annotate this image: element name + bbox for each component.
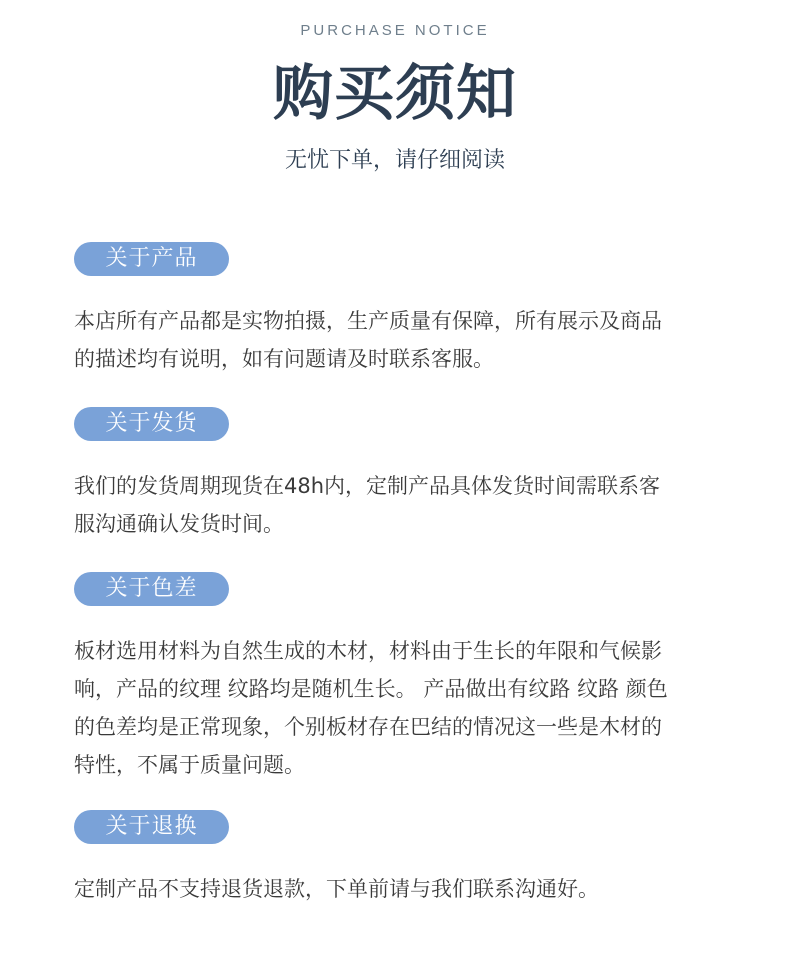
section-body-product — [74, 302, 724, 378]
section-body-shipping — [74, 467, 724, 543]
text-line: 本店所有产品都是实物拍摄，生产质量有保障，所有展示及商品 — [74, 309, 662, 333]
text-line: 的描述均有说明，如有问题请及时联系客服。 — [74, 347, 494, 371]
section-body-color-difference — [74, 632, 724, 784]
text-line: 板材选用材料为自然生成的木材，材料由于生长的年限和气候影 — [74, 639, 662, 663]
text-line: 定制产品不支持退货退款，下单前请与我们联系沟通好。 — [74, 877, 599, 901]
text-line: 的色差均是正常现象，个别板材存在巴结的情况这一些是木材的 — [74, 715, 662, 739]
section-shipping — [74, 407, 724, 543]
text-line: 响，产品的纹理 纹路均是随机生长。 产品做出有纹路 纹路 颜色 — [74, 677, 668, 701]
section-label-shipping: 关于发货 — [74, 407, 229, 441]
text-line: 服沟通确认发货时间。 — [74, 512, 284, 536]
section-color-difference — [74, 572, 724, 784]
section-body-returns — [74, 870, 724, 908]
page-subtitle: 无忧下单，请仔细阅读 — [284, 148, 505, 173]
eyebrow-text: PURCHASE NOTICE — [300, 22, 490, 39]
section-label-returns: 关于退换 — [74, 810, 229, 844]
section-returns — [74, 810, 724, 908]
section-label-product: 关于产品 — [74, 242, 229, 276]
text-line: 我们的发货周期现货在48h内，定制产品具体发货时间需联系客 — [74, 474, 661, 498]
text-line: 特性，不属于质量问题。 — [74, 753, 305, 777]
page-title: 购买须知 — [273, 59, 517, 129]
section-product — [74, 242, 724, 378]
section-label-color-difference: 关于色差 — [74, 572, 229, 606]
